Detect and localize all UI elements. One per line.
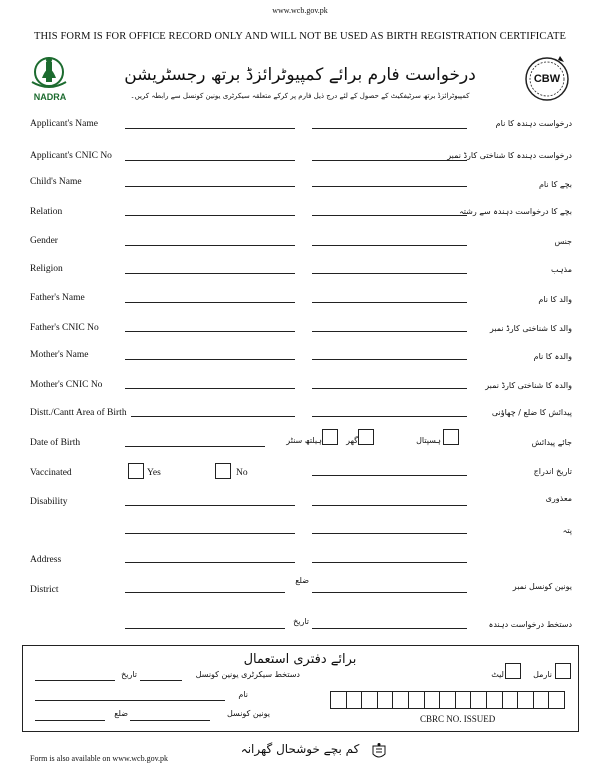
office-date-field[interactable] [35, 680, 115, 681]
footer-slogan-urdu: کم بچے خوشحال گھرانہ [240, 742, 360, 756]
cbrc-digit-cell[interactable] [487, 691, 503, 709]
address-line-1[interactable] [125, 533, 295, 534]
hospital-label: ہسپتال [416, 436, 441, 445]
disability-urdu-label: معذوری [545, 494, 572, 503]
normal-label: نارمل [533, 670, 552, 679]
address-urdu-line-1[interactable] [312, 533, 467, 534]
father-name-label: Father's Name [30, 293, 85, 303]
address-label: Address [30, 555, 62, 565]
gender-field[interactable] [125, 245, 295, 246]
cbrc-digit-cell[interactable] [378, 691, 394, 709]
father-name-field[interactable] [125, 302, 295, 303]
cbrc-digit-cell[interactable] [347, 691, 363, 709]
address-line-2[interactable] [125, 562, 295, 563]
home-label: گھر [346, 436, 358, 445]
gender-label: Gender [30, 236, 58, 246]
father-cnic-urdu-label: والد کا شناختی کارڈ نمبر [489, 324, 572, 333]
office-record-notice: THIS FORM IS FOR OFFICE RECORD ONLY AND WILL NOT BE USED AS BIRTH REGISTRATION CERTIFICATE [33, 31, 566, 42]
cbrc-digit-cell[interactable] [409, 691, 425, 709]
office-use-title: برائے دفتری استعمال [243, 652, 357, 667]
applicant-cnic-urdu-field[interactable] [312, 160, 467, 161]
religion-field[interactable] [125, 273, 295, 274]
applicant-name-urdu-label: درخواست دہندہ کا نام [495, 119, 572, 128]
district-label: District [30, 585, 59, 595]
birth-area-urdu-label: پیدائش کا ضلع / چھاؤنی [491, 408, 572, 417]
cbw-logo-icon [520, 52, 574, 102]
date-urdu-label: تاریخ [293, 617, 309, 626]
religion-urdu-field[interactable] [312, 273, 467, 274]
registration-date-urdu-label: تاریخ اندراج [533, 467, 572, 476]
office-district-label: ضلع [114, 709, 128, 718]
address-urdu-line-2[interactable] [312, 562, 467, 563]
district-field[interactable] [125, 592, 285, 593]
home-checkbox[interactable] [358, 429, 374, 445]
dob-field[interactable] [125, 446, 265, 447]
dob-label: Date of Birth [30, 438, 81, 448]
vaccinated-yes-label: Yes [147, 468, 161, 478]
mother-cnic-urdu-label: والدہ کا شناختی کارڈ نمبر [485, 381, 572, 390]
relation-label: Relation [30, 207, 63, 217]
father-cnic-urdu-field[interactable] [312, 331, 467, 332]
applicant-cnic-label: Applicant's CNIC No [30, 151, 112, 161]
nadra-logo-text: NADRA [33, 92, 67, 102]
child-name-label: Child's Name [30, 177, 82, 187]
religion-label: Religion [30, 264, 63, 274]
child-name-urdu-label: بچے کا نام [538, 180, 572, 189]
birth-area-label: Distt./Cantt Area of Birth [30, 408, 127, 418]
relation-urdu-label: بچے کا درخواست دہندہ سے رشتہ [459, 207, 572, 216]
address-urdu-label: پتہ [562, 526, 572, 535]
cbrc-digit-cell[interactable] [331, 691, 347, 709]
applicant-cnic-field[interactable] [125, 160, 295, 161]
secretary-signature-label: دستخط سیکرٹری یونین کونسل [195, 670, 300, 679]
applicant-cnic-urdu-label: درخواست دہندہ کا شناختی کارڈ نمبر [447, 151, 572, 160]
disability-urdu-field[interactable] [312, 505, 467, 506]
late-checkbox[interactable] [505, 663, 521, 679]
footer-url: Form is also available on www.wcb.gov.pk [30, 754, 169, 763]
mother-cnic-label: Mother's CNIC No [30, 380, 103, 390]
health-center-label: ہیلتھ سنٹر [286, 436, 322, 445]
site-url: www.wcb.gov.pk [272, 6, 328, 15]
mother-cnic-urdu-field[interactable] [312, 388, 467, 389]
mother-cnic-field[interactable] [125, 388, 295, 389]
cbrc-number-grid[interactable] [330, 691, 565, 709]
cbrc-digit-cell[interactable] [549, 691, 565, 709]
gender-urdu-label: جنس [554, 237, 572, 246]
late-label: لیٹ [491, 670, 504, 679]
office-name-field[interactable] [35, 700, 225, 701]
vaccinated-no-checkbox[interactable] [215, 463, 231, 479]
applicant-name-label: Applicant's Name [30, 119, 98, 129]
father-name-urdu-field[interactable] [312, 302, 467, 303]
cbrc-digit-cell[interactable] [534, 691, 550, 709]
registration-date-field[interactable] [312, 475, 467, 476]
secretary-signature-field[interactable] [140, 680, 182, 681]
nadra-logo-icon [24, 52, 74, 96]
date-field[interactable] [125, 628, 285, 629]
cbrc-digit-cell[interactable] [503, 691, 519, 709]
cbw-logo-text: CBW [533, 73, 561, 85]
disability-label: Disability [30, 497, 68, 507]
office-date-label: تاریخ [121, 670, 137, 679]
relation-field[interactable] [125, 215, 295, 216]
vaccinated-label: Vaccinated [30, 468, 72, 478]
cbrc-digit-cell[interactable] [362, 691, 378, 709]
child-name-urdu-field[interactable] [312, 186, 467, 187]
office-district-field[interactable] [35, 720, 105, 721]
applicant-signature-urdu-label: دستخط درخواست دہندہ [488, 620, 572, 629]
pakistan-emblem-icon [370, 742, 388, 762]
mother-name-label: Mother's Name [30, 350, 89, 360]
disability-field[interactable] [125, 505, 295, 506]
form-title-urdu: درخواست فارم برائے کمپیوٹرائزڈ برتھ رجسٹریشن [124, 65, 476, 85]
birth-area-field[interactable] [131, 416, 295, 417]
place-of-birth-urdu-label: جائے پیدائش [531, 438, 572, 447]
applicant-name-field[interactable] [125, 128, 295, 129]
union-council-no-urdu-label: یونین کونسل نمبر [512, 582, 572, 591]
gender-urdu-field[interactable] [312, 245, 467, 246]
mother-name-urdu-label: والدہ کا نام [533, 352, 572, 361]
religion-urdu-label: مذہب [550, 265, 572, 274]
cbrc-digit-cell[interactable] [456, 691, 472, 709]
father-cnic-field[interactable] [125, 331, 295, 332]
applicant-signature-field[interactable] [312, 628, 467, 629]
father-name-urdu-label: والد کا نام [538, 295, 572, 304]
vaccinated-yes-checkbox[interactable] [128, 463, 144, 479]
office-union-council-label: یونین کونسل [227, 709, 270, 718]
office-name-label: نام [238, 690, 248, 699]
cbrc-digit-cell[interactable] [471, 691, 487, 709]
cbrc-digit-cell[interactable] [440, 691, 456, 709]
office-union-council-field[interactable] [130, 720, 210, 721]
normal-checkbox[interactable] [555, 663, 571, 679]
mother-name-field[interactable] [125, 359, 295, 360]
hospital-checkbox[interactable] [443, 429, 459, 445]
union-council-no-field[interactable] [312, 592, 467, 593]
cbrc-digit-cell[interactable] [393, 691, 409, 709]
district-urdu-label: ضلع [295, 576, 309, 585]
cbrc-digit-cell[interactable] [425, 691, 441, 709]
health-center-checkbox[interactable] [322, 429, 338, 445]
cbrc-digit-cell[interactable] [518, 691, 534, 709]
vaccinated-no-label: No [236, 468, 248, 478]
child-name-field[interactable] [125, 186, 295, 187]
cbrc-issued-label: CBRC NO. ISSUED [420, 714, 496, 724]
applicant-name-urdu-field[interactable] [312, 128, 467, 129]
mother-name-urdu-field[interactable] [312, 359, 467, 360]
form-subtitle-urdu: کمپیوٹرائزڈ برتھ سرٹیفکیٹ کے حصول کے لئے درج ذیل فارم پر کرکے متعلقہ سیکرٹری یونین کونسل سے رابطہ کریں۔ [130, 92, 470, 100]
father-cnic-label: Father's CNIC No [30, 323, 99, 333]
